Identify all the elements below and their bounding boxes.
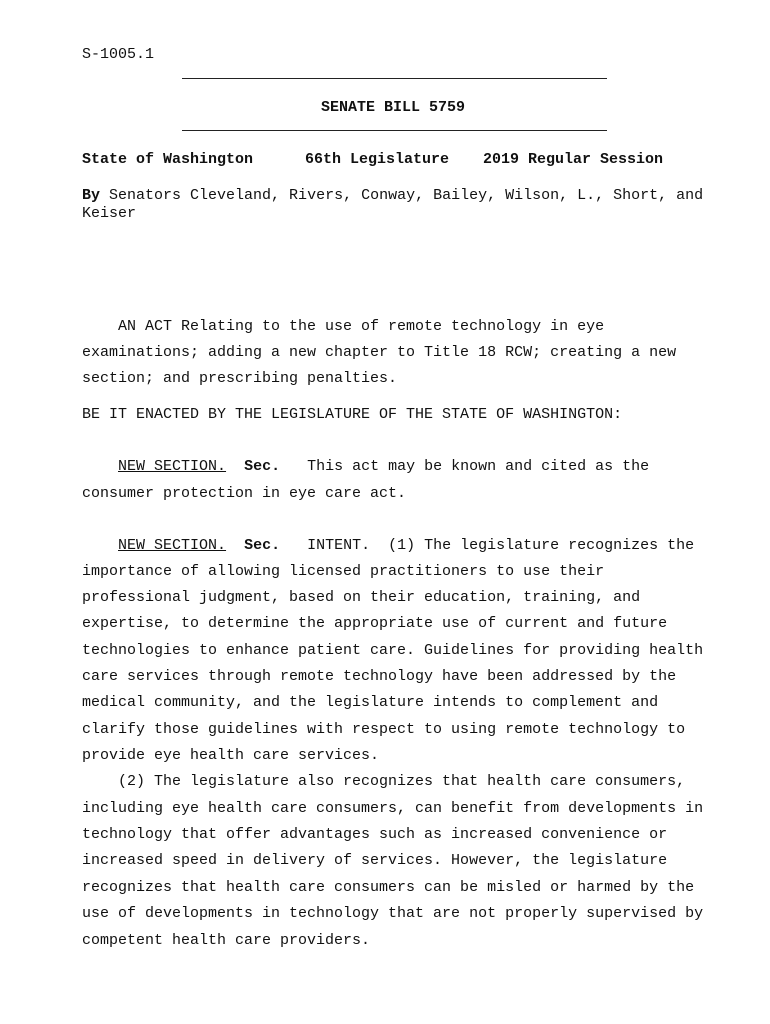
- sponsors-line2: Keiser: [82, 205, 137, 222]
- section2-line: competent health care providers.: [82, 932, 371, 949]
- section1-heading: [82, 454, 649, 480]
- enacting-clause: BE IT ENACTED BY THE LEGISLATURE OF THE STATE OF WASHINGTON:: [82, 406, 623, 423]
- section2-line: technology that offer advantages such as increased convenience or: [82, 826, 668, 843]
- section2-line: clarify those guidelines with respect to using remote technology to: [82, 721, 686, 738]
- top-rule: [182, 78, 607, 79]
- legislature-label: 66th Legislature: [305, 151, 450, 168]
- act-line-3: section; and prescribing penalties.: [82, 370, 398, 387]
- section1-text: This act may be known and cited as the: [307, 458, 650, 475]
- section2-line: use of developments in technology that are not properly supervised by: [82, 905, 704, 922]
- section2-line: care services through remote technology have been addressed by the: [82, 668, 677, 685]
- by-label: By: [82, 187, 101, 204]
- act-line-2: examinations; adding a new chapter to Title 18 RCW; creating a new: [82, 344, 677, 361]
- section2-line: medical community, and the legislature intends to complement and: [82, 694, 659, 711]
- section2-line: increased speed in delivery of services. However, the legislature: [82, 852, 668, 869]
- state-label: State of Washington: [82, 151, 254, 168]
- section2-line: provide eye health care services.: [82, 747, 380, 764]
- sponsors-line1: [82, 187, 703, 204]
- section2-line: professional judgment, based on their education, training, and: [82, 589, 641, 606]
- act-line-1: AN ACT Relating to the use of remote technology in eye: [82, 318, 605, 335]
- section2-heading: [82, 533, 694, 559]
- new-section-label: NEW SECTION.: [118, 537, 227, 554]
- sponsors-names: Senators Cleveland, Rivers, Conway, Bailey, Wilson, L., Short, and: [109, 187, 704, 204]
- sec-label: Sec.: [244, 458, 281, 475]
- sec-label: Sec.: [244, 537, 281, 554]
- section2-line: including eye health care consumers, can benefit from developments in: [82, 800, 704, 817]
- session-label: 2019 Regular Session: [483, 151, 664, 168]
- bill-title: SENATE BILL 5759: [321, 99, 466, 116]
- document-id: S-1005.1: [82, 46, 155, 63]
- section2-line: technologies to enhance patient care. Guidelines for providing health: [82, 642, 704, 659]
- bottom-rule: [182, 130, 607, 131]
- section2-text: INTENT. (1) The legislature recognizes the: [307, 537, 695, 554]
- section2-line: recognizes that health care consumers can be misled or harmed by the: [82, 879, 695, 896]
- section2-line: importance of allowing licensed practitioners to use their: [82, 563, 605, 580]
- new-section-label: NEW SECTION.: [118, 458, 227, 475]
- section2-line: expertise, to determine the appropriate use of current and future: [82, 615, 668, 632]
- section1-line2: consumer protection in eye care act.: [82, 485, 407, 502]
- section2-line: (2) The legislature also recognizes that health care consumers,: [82, 773, 686, 790]
